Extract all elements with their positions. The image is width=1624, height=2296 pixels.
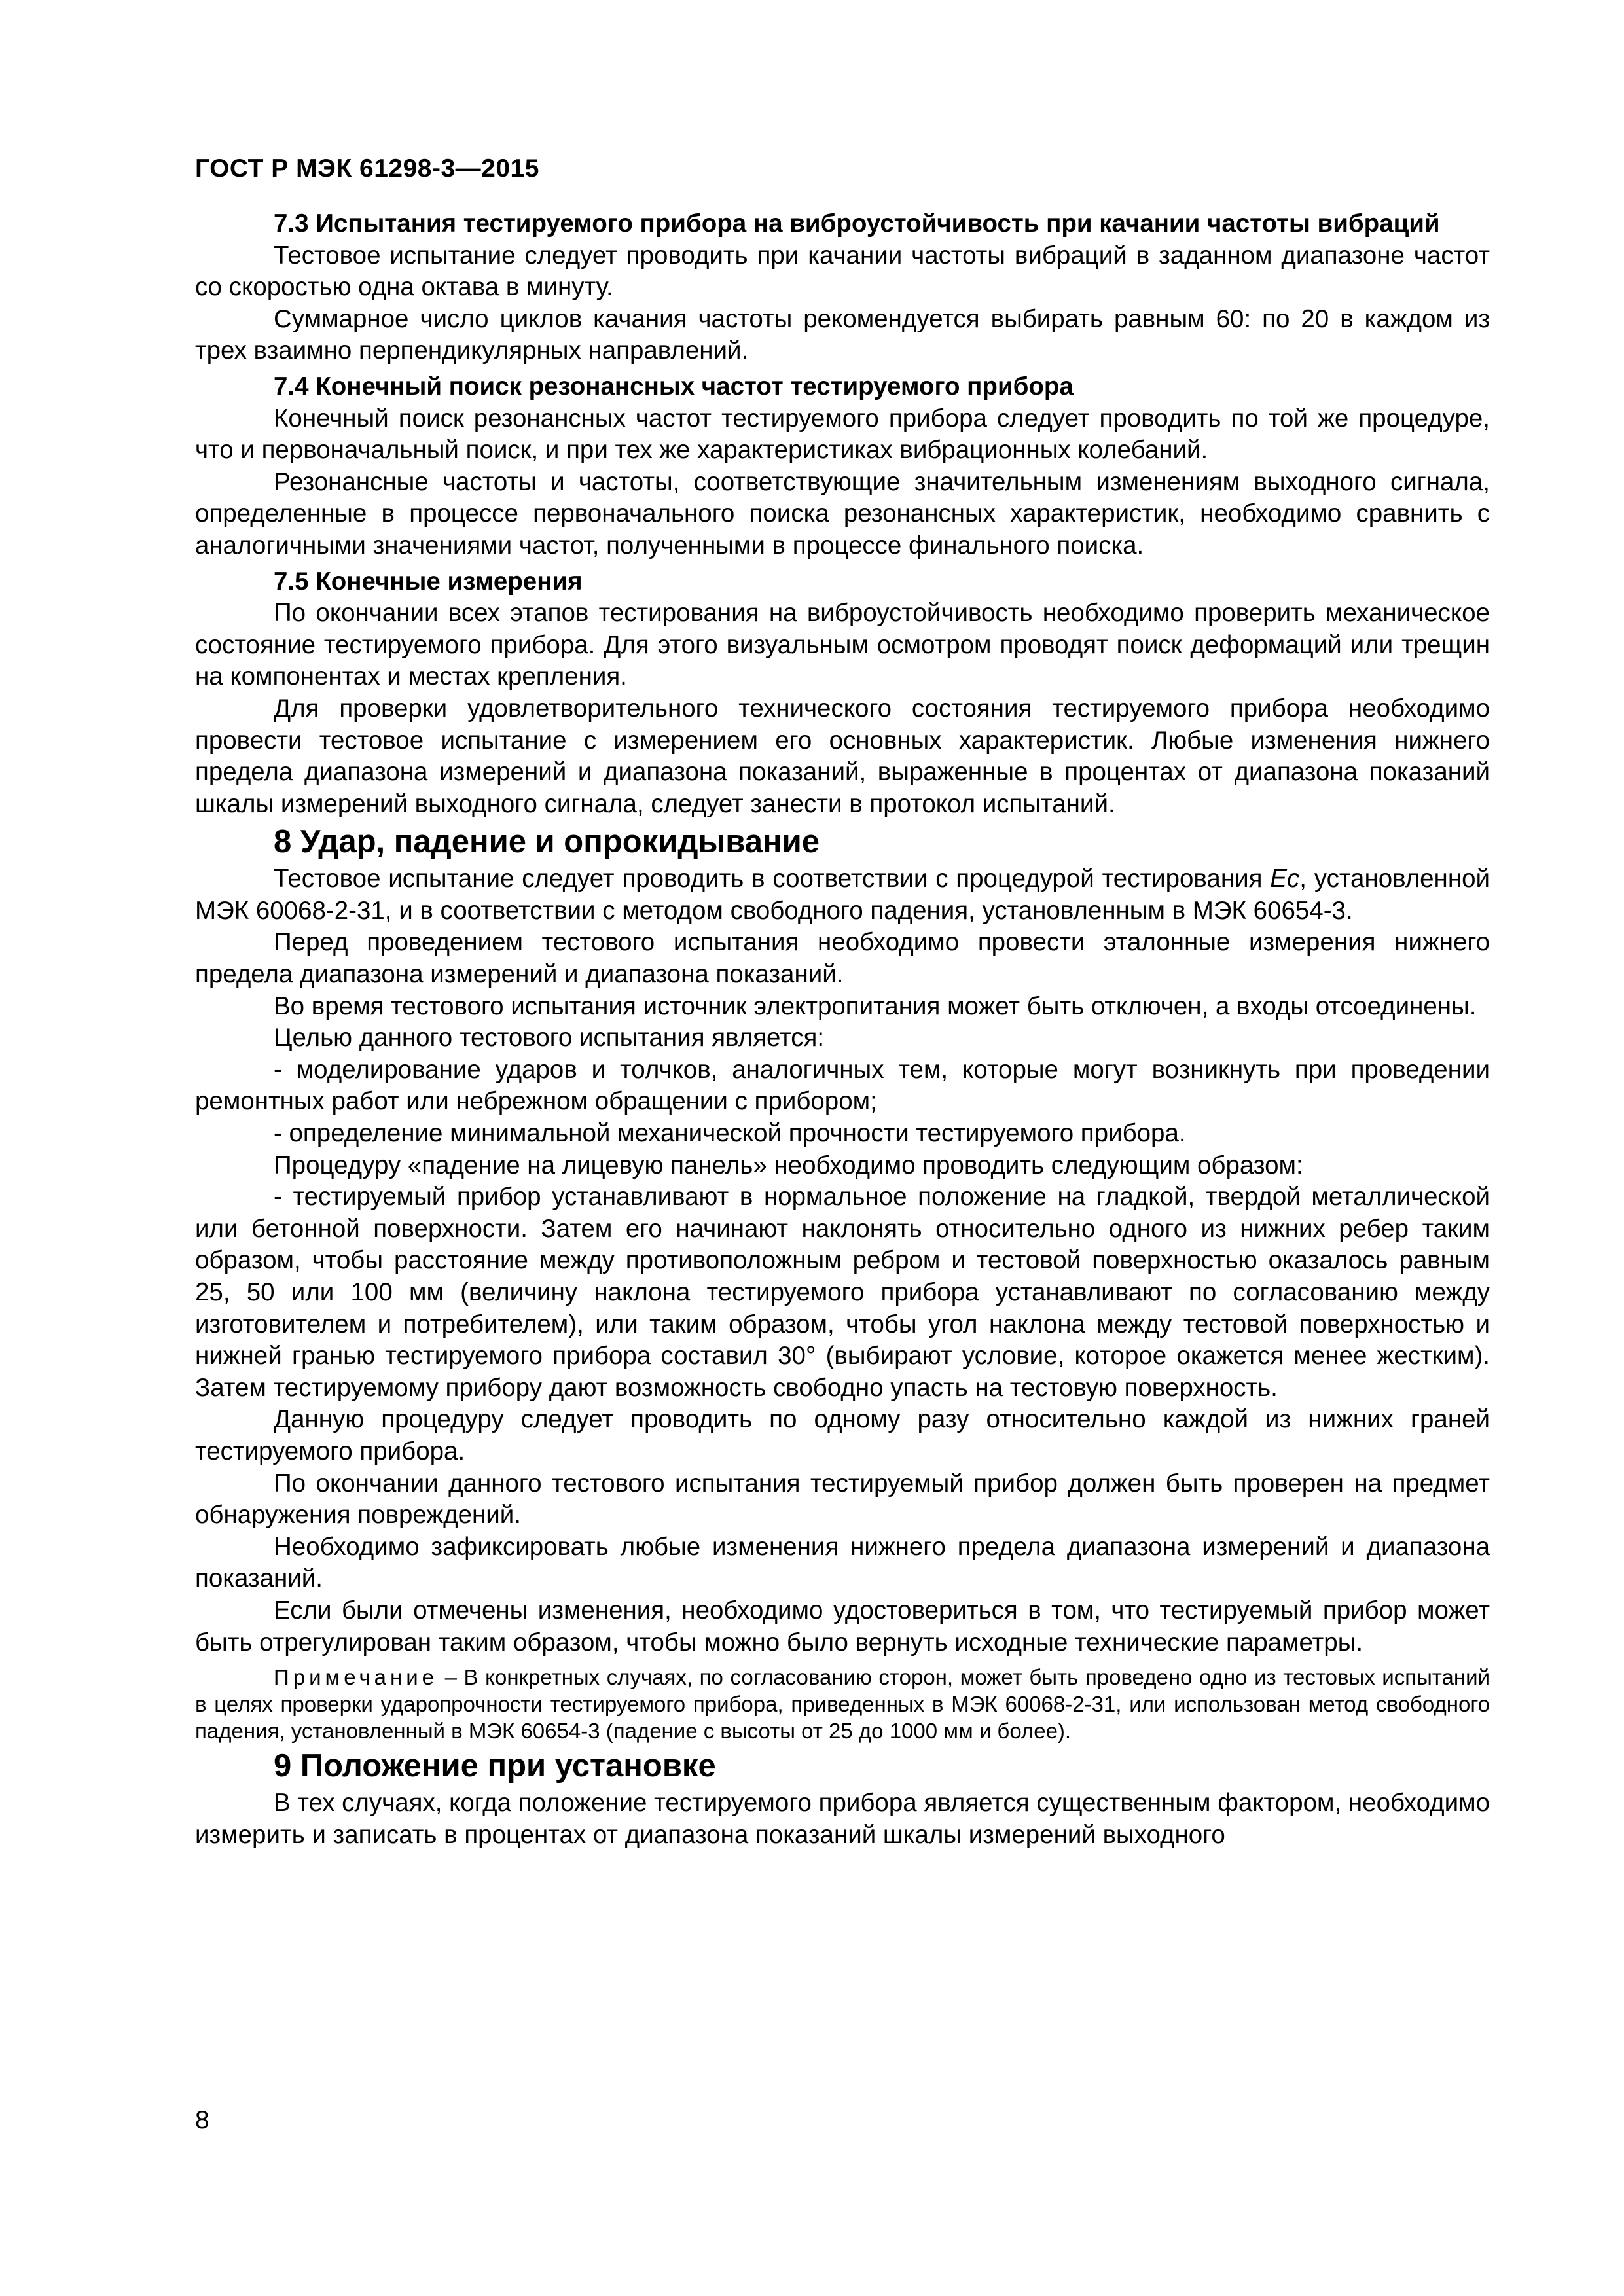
list-item: - определение минимальной механической прочности тестируемого прибора. [274, 1119, 1186, 1148]
paragraph: Во время тестового испытания источник электропитания может быть отключен, а входы отсоединены. [274, 992, 1477, 1020]
paragraph: Перед проведением тестового испытания необходимо провести эталонные измерения нижнего предела диапазона измерений и диапазона показаний. [195, 928, 1490, 989]
paragraph: В тех случаях, когда положение тестируемого прибора является существенным фактором, необходимо измерить и записать в процентах от диапазона показаний шкалы измерений выходного [195, 1789, 1490, 1849]
note-label: Примечание [274, 1665, 439, 1690]
procedure-code: Ec [1270, 865, 1300, 893]
section-7-3-title: 7.3 Испытания тестируемого прибора на виброустойчивость при качании частоты вибраций [274, 209, 1440, 238]
text-run: , установленной МЭК 60068-2-31, и в соответствии с методом свободного падения, установленным в МЭК 60654-3. [195, 865, 1490, 925]
section-7-5-title: 7.5 Конечные измерения [274, 567, 583, 596]
paragraph: Процедуру «падение на лицевую панель» необходимо проводить следующим образом: [274, 1151, 1303, 1179]
section-8-title: 8 Удар, падение и опрокидывание [274, 824, 820, 860]
page-number: 8 [195, 2106, 209, 2134]
section-9-title: 9 Положение при установке [274, 1748, 716, 1784]
paragraph: По окончании данного тестового испытания тестируемый прибор должен быть проверен на предмет обнаружения повреждений. [195, 1469, 1490, 1530]
paragraph: Тестовое испытание следует проводить при качании частоты вибраций в заданном диапазоне частот со скоростью одна октава в минуту. [195, 241, 1490, 302]
paragraph: Если были отмечены изменения, необходимо удостовериться в том, что тестируемый прибор может быть отрегулирован таким образом, чтобы можно было вернуть исходные технические параметры. [195, 1596, 1490, 1657]
paragraph: Резонансные частоты и частоты, соответствующие значительным изменениям выходного сигнала, определенные в процессе первоначального поиска резонансных характеристик, необходимо сравнить с аналогичными значениями частот, полученными в процессе финального поиска. [195, 467, 1490, 560]
section-7-4-title: 7.4 Конечный поиск резонансных частот тестируемого прибора [274, 372, 1074, 401]
paragraph: Целью данного тестового испытания является: [274, 1024, 825, 1052]
note-text: – В конкретных случаях, по согласованию сторон, может быть проведено одно из тестовых испытаний в целях проверки ударопрочности тестируемого прибора, приведенных в МЭК 60068-2-31, или использован метод свободного падения, установленный в МЭК 60654-3 (падение с высоты от 25 до 1000 мм и более). [195, 1665, 1490, 1744]
paragraph: Суммарное число циклов качания частоты рекомендуется выбирать равным 60: по 20 в каждом из трех взаимно перпендикулярных направлений. [195, 304, 1490, 365]
paragraph: Конечный поиск резонансных частот тестируемого прибора следует проводить по той же процедуре, что и первоначальный поиск, и при тех же характеристиках вибрационных колебаний. [195, 404, 1490, 465]
paragraph: Данную процедуру следует проводить по одному разу относительно каждой из нижних граней тестируемого прибора. [195, 1405, 1490, 1465]
paragraph: Для проверки удовлетворительного технического состояния тестируемого прибора необходимо провести тестовое испытание с измерением его основных характеристик. Любые изменения нижнего предела диапазона измерений и диапазона показаний, выраженные в процентах от диапазона показаний шкалы измерений выходного сигнала, следует занести в протокол испытаний. [195, 694, 1490, 818]
note [195, 1664, 1490, 1744]
list-item: - моделирование ударов и толчков, аналогичных тем, которые могут возникнуть при проведении ремонтных работ или небрежном обращении с прибором; [195, 1055, 1490, 1116]
list-item: - тестируемый прибор устанавливают в нормальное положение на гладкой, твердой металлической или бетонной поверхности. Затем его начинают наклонять относительно одного из нижних ребер таким образом, чтобы расстояние между противоположным ребром и тестовой поверхностью оказалось равным 25, 50 или 100 мм (величину наклона тестируемого прибора устанавливают по согласованию между изготовителем и потребителем), или таким образом, чтобы угол наклона между тестовой поверхностью и нижней гранью тестируемого прибора составил 30° (выбирают условие, которое окажется менее жестким). Затем тестируемому прибору дают возможность свободно упасть на тестовую поверхность. [195, 1183, 1490, 1402]
paragraph: Необходимо зафиксировать любые изменения нижнего предела диапазона измерений и диапазона показаний. [195, 1532, 1490, 1593]
paragraph [195, 863, 1490, 927]
paragraph: По окончании всех этапов тестирования на виброустойчивость необходимо проверить механическое состояние тестируемого прибора. Для этого визуальным осмотром проводят поиск деформаций или трещин на компонентах и местах крепления. [195, 599, 1490, 691]
document-body [195, 208, 1490, 1851]
document-header: ГОСТ Р МЭК 61298-3—2015 [195, 154, 539, 183]
text-run: Тестовое испытание следует проводить в соответствии с процедурой тестирования [274, 865, 1271, 893]
